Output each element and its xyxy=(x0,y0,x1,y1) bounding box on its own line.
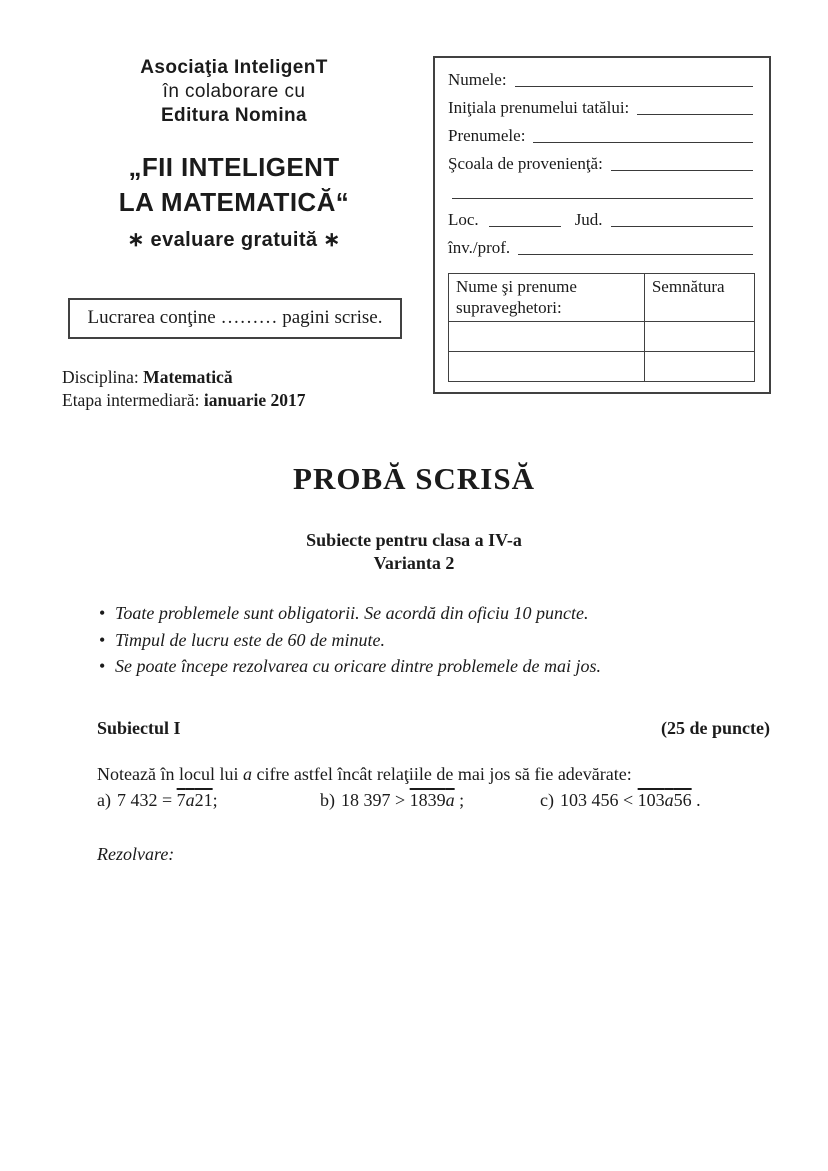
free-evaluation-tagline: ∗ evaluare gratuită ∗ xyxy=(127,229,341,251)
collaboration-text: în colaborare cu xyxy=(162,81,306,102)
slogan-line-2: LA MATEMATICĂ“ xyxy=(118,187,350,217)
subject1-label: Subiectul I xyxy=(97,718,181,738)
problem-item-c xyxy=(540,790,701,811)
exam-meta xyxy=(62,366,305,412)
supervisor-row-2-signature-cell xyxy=(644,352,754,382)
county-label: Jud. xyxy=(574,210,603,229)
subject1-points: (25 de puncte) xyxy=(661,718,770,738)
supervisor-row-1-signature-cell xyxy=(644,322,754,352)
instruction-text-2: Timpul de lucru este de 60 de minute. xyxy=(115,629,385,650)
student-info-box xyxy=(433,56,771,394)
father-initial-row xyxy=(448,92,755,120)
supervisor-table-header-row xyxy=(449,274,755,322)
problem-items-row xyxy=(97,790,777,818)
discipline-value: Matematică xyxy=(143,367,233,387)
item-c-label: c) xyxy=(540,790,554,810)
problem-intro xyxy=(97,764,632,785)
locality-county-row xyxy=(448,204,755,232)
discipline-line xyxy=(62,366,305,389)
subject1-header-row xyxy=(97,718,770,739)
exam-variant: Varianta 2 xyxy=(373,553,455,573)
item-c-digits-before: 103 xyxy=(637,790,665,810)
school-continuation-row xyxy=(448,186,755,204)
item-a-suffix: ; xyxy=(212,790,218,810)
instruction-text-3: Se poate începe rezolvarea cu oricare dintre problemele de mai jos. xyxy=(115,656,602,676)
supervisor-row-1-name-cell xyxy=(449,322,645,352)
item-c-variable: a xyxy=(664,790,674,810)
pages-count-box: Lucrarea conţine ……… pagini scrise. xyxy=(68,298,402,339)
teacher-blank-line xyxy=(518,254,753,255)
item-a-digits-before: 7 xyxy=(176,790,186,810)
teacher-label: înv./prof. xyxy=(448,238,511,257)
intro-before: Notează în locul lui xyxy=(97,764,243,784)
stage-line xyxy=(62,389,305,412)
school-blank-line xyxy=(611,170,753,171)
item-a-label: a) xyxy=(97,790,111,810)
association-name: Asociaţia InteligenT xyxy=(140,57,328,78)
bullet-icon xyxy=(99,653,115,680)
name-row xyxy=(448,64,755,92)
publisher-name: Editura Nomina xyxy=(160,105,307,126)
item-b-suffix: ; xyxy=(454,790,465,810)
item-c-digits-after: 56 xyxy=(673,790,692,810)
school-label: Şcoala de provenienţă: xyxy=(448,154,603,173)
father-initial-blank-line xyxy=(637,114,753,115)
intro-variable-a: a xyxy=(242,764,252,784)
exam-subtitle-block xyxy=(0,529,828,575)
solution-label: Rezolvare: xyxy=(97,844,175,864)
exam-title: PROBĂ SCRISĂ xyxy=(293,461,535,496)
slogan-line-1: „FII INTELIGENT xyxy=(128,152,340,182)
item-c-expression: 103 456 < xyxy=(559,790,638,810)
name-blank-line xyxy=(515,86,753,87)
item-a-overlined-number xyxy=(177,790,213,810)
item-a-digits-after: 21 xyxy=(194,790,213,810)
county-blank-line xyxy=(611,226,753,227)
item-c-suffix: . xyxy=(691,790,701,810)
stage-label: Etapa intermediară: xyxy=(62,390,204,410)
stage-value: ianuarie 2017 xyxy=(203,390,306,410)
supervisor-table xyxy=(448,273,755,382)
instruction-text-1: Toate problemele sunt obligatorii. Se acordă din oficiu 10 puncte. xyxy=(115,603,589,623)
school-continuation-blank-line xyxy=(452,198,753,199)
supervisor-row-1 xyxy=(449,322,755,352)
bullet-icon xyxy=(99,600,115,627)
signature-header: Semnătura xyxy=(644,274,754,322)
instruction-item-1 xyxy=(99,600,779,627)
first-name-label: Prenumele: xyxy=(448,126,526,145)
problem-item-a xyxy=(97,790,218,811)
instruction-item-2 xyxy=(99,627,779,654)
bullet-icon xyxy=(99,627,115,654)
locality-label: Loc. xyxy=(448,210,479,229)
supervisor-row-2 xyxy=(449,352,755,382)
campaign-slogan xyxy=(58,150,410,220)
school-row xyxy=(448,148,755,176)
item-b-overlined-number xyxy=(410,790,455,810)
name-label: Numele: xyxy=(448,70,507,89)
locality-blank-line xyxy=(489,226,561,227)
item-b-expression: 18 397 > xyxy=(341,790,410,810)
supervisor-row-2-name-cell xyxy=(449,352,645,382)
item-a-expression: 7 432 = xyxy=(116,790,177,810)
first-name-blank-line xyxy=(533,142,753,143)
discipline-label: Disciplina: xyxy=(62,367,144,387)
item-a-variable: a xyxy=(185,790,195,810)
teacher-row xyxy=(448,232,755,260)
first-name-row xyxy=(448,120,755,148)
exam-subtitle: Subiecte pentru clasa a IV-a xyxy=(306,530,522,550)
branding-block xyxy=(58,56,410,252)
item-b-variable: a xyxy=(445,790,455,810)
item-b-label: b) xyxy=(320,790,335,810)
intro-after: cifre astfel încât relaţiile de mai jos să fie adevărate: xyxy=(251,764,632,784)
item-c-overlined-number xyxy=(638,790,692,810)
instruction-item-3 xyxy=(99,653,779,680)
item-b-digits-before: 1839 xyxy=(409,790,446,810)
problem-item-b xyxy=(320,790,464,811)
instructions-list xyxy=(99,600,779,680)
supervisor-names-header: Nume şi prenume supraveghetori: xyxy=(449,274,645,322)
father-initial-label: Iniţiala prenumelui tatălui: xyxy=(448,98,630,117)
